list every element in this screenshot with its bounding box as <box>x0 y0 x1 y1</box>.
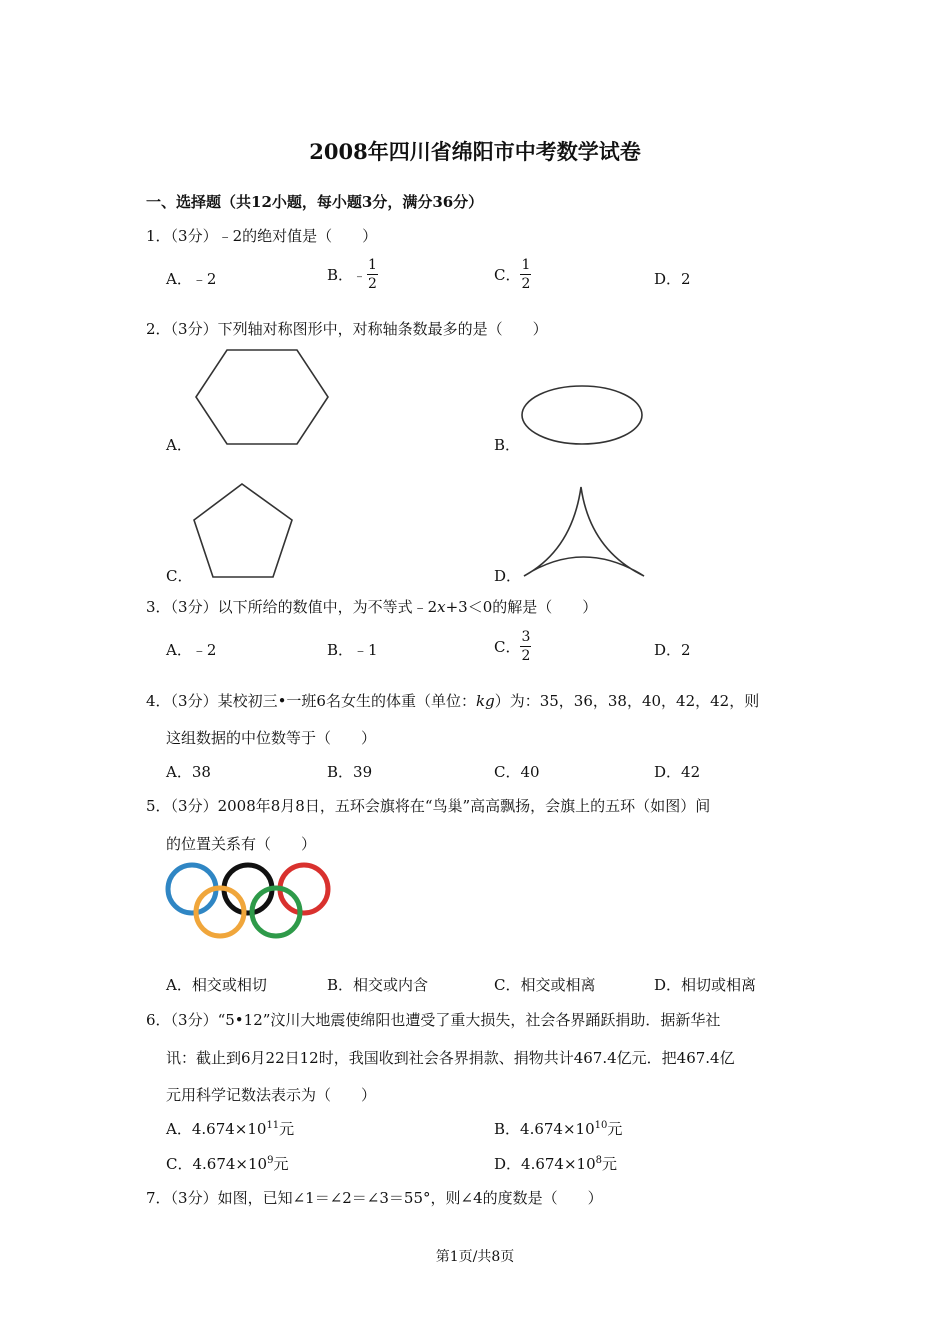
q3-option-c <box>494 630 531 663</box>
q1-option-c <box>494 258 531 291</box>
question-1-stem: 1．（3分）﹣2的绝对值是（ ） <box>146 227 378 245</box>
q1-option-b <box>327 258 378 291</box>
q5-option-c: C．相交或相离 <box>494 976 596 994</box>
question-7-stem: 7．（3分）如图，已知∠1＝∠2＝∠3＝55°，则∠4的度数是（ ） <box>146 1189 603 1207</box>
q4-option-b: B．39 <box>327 763 373 781</box>
q1-option-b-label: B． <box>327 266 354 284</box>
q1-option-b-fraction: $\frac{1}{2}$ <box>368 257 377 292</box>
question-6-line-1: 6．（3分）“5•12”汶川大地震使绵阳也遭受了重大损失，社会各界踊跃捐助．据新华社 <box>146 1011 721 1029</box>
question-4-line-2: 这组数据的中位数等于（ ） <box>166 729 377 747</box>
q5-option-a: A．相交或相切 <box>166 976 267 994</box>
question-2-stem: 2．（3分）下列轴对称图形中，对称轴条数最多的是（ ） <box>146 320 548 338</box>
q6-option-d: D．$4.674\times 10^8$元 <box>494 1155 618 1173</box>
page-title: 2008年四川省绵阳市中考数学试卷 <box>309 139 641 164</box>
q1-option-d: D．2 <box>654 270 691 288</box>
q3-option-d: D．2 <box>654 641 691 659</box>
q4-option-c: C．40 <box>494 763 540 781</box>
pentagon-icon <box>188 480 298 582</box>
q2-option-a: A． <box>166 436 192 454</box>
question-6-line-2: 讯：截止到6月22日12时，我国收到社会各界捐款、捐物共计467.4亿元．把467.4亿 <box>166 1049 735 1067</box>
q2-option-c: C． <box>166 567 193 585</box>
question-5-line-2: 的位置关系有（ ） <box>166 835 317 853</box>
q3-option-c-label: C． <box>494 638 521 656</box>
q2-option-d: D． <box>494 567 522 585</box>
q4-option-d: D．42 <box>654 763 701 781</box>
hexagon-icon <box>190 345 335 450</box>
ellipse-icon <box>518 382 648 448</box>
q3-option-b: B．﹣1 <box>327 641 378 659</box>
q6-option-a: A．$4.674\times 10^{11}$元 <box>166 1120 295 1138</box>
curved-triangle-icon <box>520 484 650 580</box>
q6-option-b: B．$4.674\times 10^{10}$元 <box>494 1120 623 1138</box>
q3-option-a: A．﹣2 <box>166 641 217 659</box>
olympic-rings-icon <box>164 860 332 944</box>
q6-option-c: C．$4.674\times 10^9$元 <box>166 1155 289 1173</box>
question-3-stem: 3．（3分）以下所给的数值中，为不等式﹣2x+3＜0的解是（ ） <box>146 598 598 616</box>
question-5-line-1: 5．（3分）2008年8月8日，五环会旗将在“鸟巢”高高飘扬，会旗上的五环（如图）间 <box>146 797 711 815</box>
q4-option-a: A．38 <box>166 763 211 781</box>
page-footer: 第1页/共8页 <box>435 1249 515 1265</box>
q2-option-b: B． <box>494 436 521 454</box>
q1-option-c-fraction: $\frac{1}{2}$ <box>521 257 531 292</box>
question-6-line-3: 元用科学记数法表示为（ ） <box>166 1086 377 1104</box>
question-4-line-1: 4．（3分）某校初三•一班6名女生的体重（单位：kg）为：35，36，38，40，42，42，则 <box>146 692 760 710</box>
q1-option-a: A．﹣2 <box>166 270 217 288</box>
q5-option-b: B．相交或内含 <box>327 976 429 994</box>
q1-option-b-sign: ﹣ <box>353 269 367 284</box>
q5-option-d: D．相切或相离 <box>654 976 757 994</box>
section-heading: 一、选择题（共12小题，每小题3分，满分36分） <box>146 193 484 211</box>
q3-option-c-fraction: $\frac{3}{2}$ <box>521 629 531 664</box>
q1-option-c-label: C． <box>494 266 521 284</box>
